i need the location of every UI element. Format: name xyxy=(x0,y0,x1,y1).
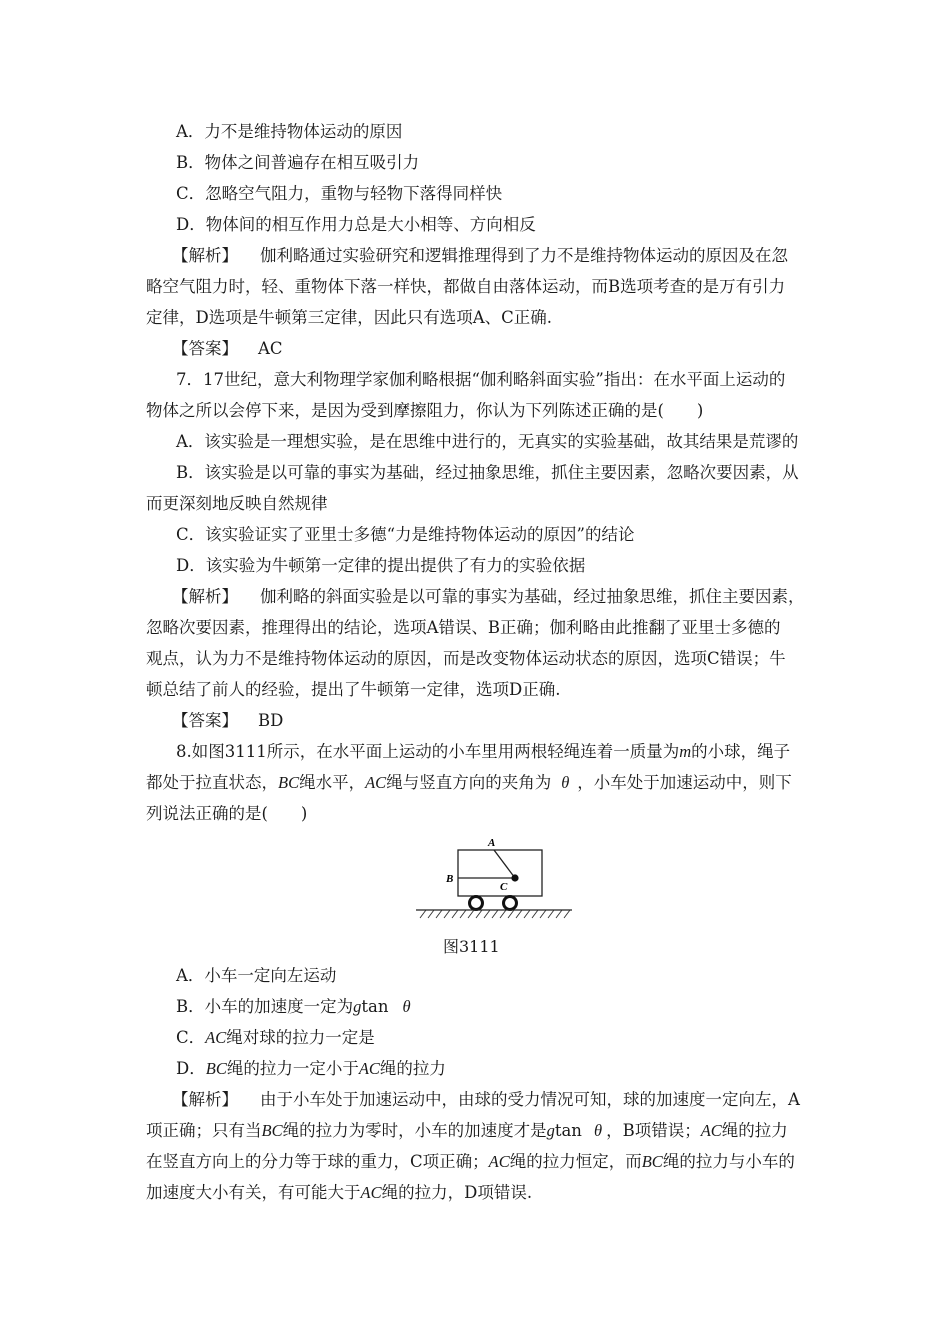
figure-caption: 图3111 xyxy=(443,937,500,956)
answer-tag: 【答案】 xyxy=(172,711,238,730)
analysis-tag: 【解析】 xyxy=(172,1090,238,1109)
q8-stem-line-3: 列说法正确的是( ) xyxy=(146,804,308,823)
q7-stem-line-2: 物体之所以会停下来，是因为受到摩擦阻力，你认为下列陈述正确的是( ) xyxy=(146,401,704,420)
ball xyxy=(511,874,518,881)
q7-option-c: C．该实验证实了亚里士多德“力是维持物体运动的原因”的结论 xyxy=(176,525,635,544)
q7-analysis-line-4: 顿总结了前人的经验，提出了牛顿第一定律，选项D正确. xyxy=(146,680,561,699)
q8-stem-line-2: 都处于拉直状态，BC绳水平，AC绳与竖直方向的夹角为 θ ，小车处于加速运动中，则下 xyxy=(146,773,792,792)
ground-hatching xyxy=(420,910,570,918)
q7-option-b-line-2: 而更深刻地反映自然规律 xyxy=(146,494,328,513)
q8-option-c: C．AC绳对球的拉力一定是 xyxy=(176,1028,375,1047)
q7-option-a: A．该实验是一理想实验，是在思维中进行的，无真实的实验基础，故其结果是荒谬的 xyxy=(176,432,799,451)
q6-option-d: D．物体间的相互作用力总是大小相等、方向相反 xyxy=(176,215,536,234)
q7-option-b-line-1: B．该实验是以可靠的事实为基础，经过抽象思维，抓住主要因素，忽略次要因素，从 xyxy=(176,463,799,482)
answer-tag: 【答案】 xyxy=(172,339,238,358)
label-a: A xyxy=(488,837,496,849)
answer-value: BD xyxy=(258,711,284,730)
label-b: B xyxy=(446,873,454,885)
string-ac xyxy=(494,850,515,878)
q7-analysis-line-3: 观点，认为力不是维持物体运动的原因，而是改变物体运动状态的原因，选项C错误；牛 xyxy=(146,649,786,668)
q8-analysis-line-1: 【解析】 由于小车处于加速运动中，由球的受力情况可知，球的加速度一定向左，A xyxy=(172,1090,800,1109)
q7-option-d: D．该实验为牛顿第一定律的提出提供了有力的实验依据 xyxy=(176,556,586,575)
q7-analysis-line-2: 忽略次要因素，推理得出的结论，选项A错误、B正确；伽利略由此推翻了亚里士多德的 xyxy=(146,618,781,637)
q8-analysis-line-3: 在竖直方向上的分力等于球的重力，C项正确；AC绳的拉力恒定，而BC绳的拉力与小车的 xyxy=(146,1152,795,1171)
wheel-left xyxy=(470,897,483,910)
wheel-right xyxy=(504,897,517,910)
q8-analysis-line-2: 项正确；只有当BC绳的拉力为零时，小车的加速度才是gtan θ ，B项错误；AC绳的拉力 xyxy=(146,1121,788,1140)
q6-option-a: A．力不是维持物体运动的原因 xyxy=(176,122,403,141)
q6-analysis-line-1: 【解析】 伽利略通过实验研究和逻辑推理得到了力不是维持物体运动的原因及在忽 xyxy=(172,246,788,265)
q8-option-d: D．BC绳的拉力一定小于AC绳的拉力 xyxy=(176,1059,446,1078)
q8-option-b: B．小车的加速度一定为gtan θ xyxy=(176,997,411,1016)
q8-stem-line-1: 8.如图3111所示，在水平面上运动的小车里用两根轻绳连着一质量为m的小球，绳子 xyxy=(176,742,791,761)
q7-stem-line-1: 7．17世纪，意大利物理学家伽利略根据“伽利略斜面实验”指出：在水平面上运动的 xyxy=(176,370,786,389)
answer-value: AC xyxy=(258,339,283,358)
q6-option-c: C．忽略空气阻力，重物与轻物下落得同样快 xyxy=(176,184,503,203)
q6-answer xyxy=(172,339,283,359)
analysis-tag: 【解析】 xyxy=(172,587,238,606)
analysis-tag: 【解析】 xyxy=(172,246,238,265)
q6-option-b: B．物体之间普遍存在相互吸引力 xyxy=(176,153,420,172)
q8-option-a: A．小车一定向左运动 xyxy=(176,966,337,985)
cart-diagram xyxy=(416,832,572,924)
q7-answer xyxy=(172,711,283,731)
label-c: C xyxy=(500,881,508,893)
q7-analysis-line-1: 【解析】 伽利略的斜面实验是以可靠的事实为基础，经过抽象思维，抓住主要因素， xyxy=(172,587,805,606)
q6-analysis-line-3: 定律，D选项是牛顿第三定律，因此只有选项A、C正确. xyxy=(146,308,553,327)
q6-analysis-line-2: 略空气阻力时，轻、重物体下落一样快，都做自由落体运动，而B选项考查的是万有引力 xyxy=(146,277,786,296)
q8-analysis-line-4: 加速度大小有关，有可能大于AC绳的拉力，D项错误. xyxy=(146,1183,533,1202)
